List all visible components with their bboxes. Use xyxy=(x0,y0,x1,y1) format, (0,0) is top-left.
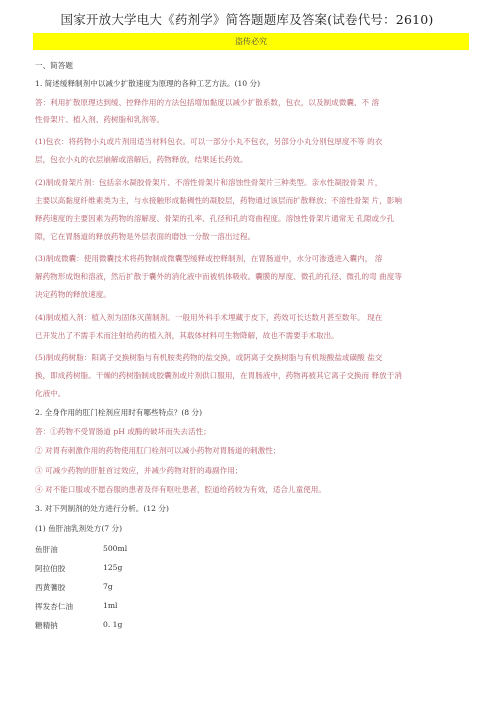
answer-line: 决定药物的释放速度。 xyxy=(35,290,111,299)
ingredient-row xyxy=(35,601,118,612)
ingredient-amount: 0. 1g xyxy=(103,620,123,629)
answer-line: 解药物形成饱和溶液，然后扩散于囊外的消化液中而被机体吸收。囊膜的厚度、微孔的孔径、微孔的弯 曲度等 xyxy=(35,272,402,281)
ingredient-row xyxy=(35,544,128,555)
ingredient-row xyxy=(35,563,123,574)
ingredient-name: 糖精钠 xyxy=(35,621,58,630)
question-2: 2. 全身作用的肛门栓剂应用时有哪些特点？(8 分) xyxy=(35,408,203,417)
section-heading: 一、简答题 xyxy=(35,61,73,70)
ingredient-row xyxy=(35,582,113,593)
question-1: 1. 简述缓释制剂中以减少扩散速度为原理的各种工艺方法。(10 分) xyxy=(35,79,261,88)
ingredient-name: 鱼肝油 xyxy=(35,545,58,554)
ingredient-amount: 125g xyxy=(103,563,123,572)
ingredient-amount: 1ml xyxy=(103,601,118,610)
answer-line: 主要以高黏度纤维素类为主，与水接触形成黏稠性的凝胶层，药物通过该层而扩散释放；不溶性骨架 片，影响 xyxy=(35,196,402,205)
ingredient-row xyxy=(35,620,123,631)
answer-line: 化液中。 xyxy=(35,389,66,398)
question-3: 3. 对下列制剂的处方进行分析。(12 分) xyxy=(35,504,169,513)
answer-line: (4)制成植入剂：植入剂为固体灭菌制剂。一般用外科手术埋藏于皮下，药效可长达数月甚至数年。 现在 xyxy=(35,313,383,322)
answer-line: (2)制成骨架片剂：包括亲水凝胶骨架片、不溶性骨架片和溶蚀性骨架片三种类型。亲水性凝胶骨架 片， xyxy=(35,178,383,187)
ingredient-amount: 7g xyxy=(103,582,113,591)
answer-line: 隙，它在胃肠道的释放药物是外层表面的磨蚀一分散一溶出过程。 xyxy=(35,232,256,241)
ingredient-name: 挥发杏仁油 xyxy=(35,602,73,611)
answer-line: 性骨架片、植入剂、药树脂和乳剂等。 xyxy=(35,115,165,124)
answer-line: ④ 对不能口服或不愿吞服的患者及伴有呕吐患者，腔道给药较为有效，适合儿童使用。 xyxy=(35,485,326,494)
ingredient-amount: 500ml xyxy=(103,544,128,553)
answer-line: 已开发出了不需手术而注射给药的植入剂，其载体材料可生物降解，故也不需要手术取出。 xyxy=(35,331,339,340)
ingredient-name: 西黄蓍胶 xyxy=(35,583,66,592)
answer-line: 答：①药物不受胃肠道 pH 或酶的破坏而失去活性； xyxy=(35,427,211,436)
answer-line: (3)制成微囊：使用微囊技术将药物制成微囊型缓释或控释制剂，在胃肠道中，水分可渗透进入囊内， 溶 xyxy=(35,254,383,263)
question-3-subtitle: (1) 鱼肝油乳剂处方(7 分) xyxy=(35,524,123,533)
answer-line: (1)包衣：将药物小丸或片剂用适当材料包衣。可以一部分小丸不包衣，另部分小丸分别包厚度不等 的衣 xyxy=(35,137,383,146)
answer-line: 换，即成药树脂。干燥的药树脂制成胶囊剂或片剂供口服用，在胃肠液中，药物再被其它离子交换而 释放于消 xyxy=(35,371,402,380)
answer-line: ③ 可减少药物的肝脏首过效应，并减少药物对肝的毒副作用； xyxy=(35,466,243,475)
ingredient-name: 阿拉伯胶 xyxy=(35,564,66,573)
answer-line: 层，包衣小丸的衣层崩解或溶解后，药物释放，结果延长药效。 xyxy=(35,155,248,164)
page-title: 国家开放大学电大《药剂学》简答题题库及答案(试卷代号：2610) xyxy=(60,12,434,27)
answer-line: (5)制成药树脂：阳离子交换树脂与有机胺类药物的盐交换，或阴离子交换树脂与有机羧酸盐或磺酸 盐交 xyxy=(35,353,383,362)
answer-line: 释药速度的主要因素为药物的溶解度、骨架的孔率、孔径和孔的弯曲程度。溶蚀性骨架片通常无 孔隙或少孔 xyxy=(35,214,395,223)
answer-line: 答：利用扩散原理达到缓、控释作用的方法包括增加黏度以减少扩散系数，包衣，以及制成微囊、不 溶 xyxy=(35,98,380,107)
answer-line: ② 对胃有刺激作用的药物使用肛门栓剂可以减小药物对胃肠道的刺激性； xyxy=(35,446,281,455)
highlight-banner: 盗传必究 xyxy=(33,33,469,50)
